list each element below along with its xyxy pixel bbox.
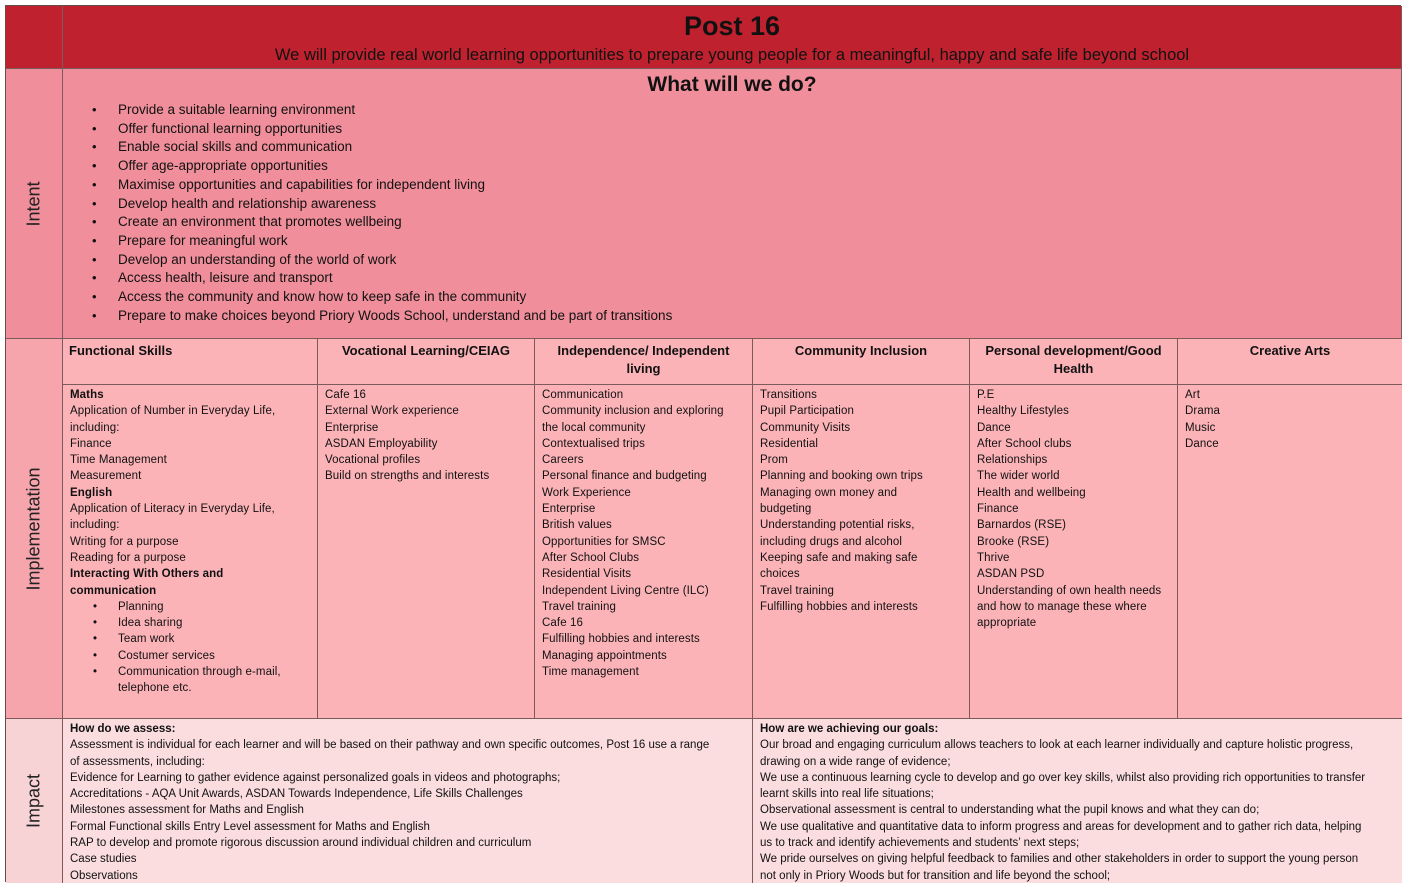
impact-assess-text [63,719,752,883]
list-item: Interacting With Others and [70,568,224,581]
list-item: • Communication through e-mail, [70,664,310,680]
intent-item: • Develop health and relationship awareness [92,195,1401,214]
list-item: Careers [542,454,584,467]
list-item: ASDAN PSD [977,568,1045,581]
intent-item: • Develop an understanding of the world of work [92,251,1401,270]
implementation-column-body [1178,385,1402,719]
list-item: The wider world [977,470,1060,483]
list-item: Transitions [760,389,817,401]
list-item: Health and wellbeing [977,486,1086,499]
intent-item: • Offer functional learning opportunities [92,120,1401,139]
list-item: P.E [977,389,995,401]
impact-goals-heading: How are we achieving our goals: [760,723,939,735]
list-item: • Team work [70,631,310,647]
list-item: Drama [1185,405,1221,418]
list-item: and how to manage these where [977,600,1147,613]
intent-cell [63,69,1402,339]
impact-line: learnt skills into real life situations; [760,788,934,801]
list-item: External Work experience [325,405,459,418]
column-heading: Functional Skills [69,343,173,358]
list-item: Vocational profiles [325,454,421,467]
list-item: Opportunities for SMSC [542,535,666,548]
list-item: Time management [542,666,639,679]
list-item: including: [70,421,120,434]
list-item: Cafe 16 [325,389,366,401]
implementation-column-header [318,339,535,385]
impact-line: Observational assessment is central to understanding what the pupil knows and what they can do; [760,804,1260,817]
intent-item: • Enable social skills and communication [92,138,1401,157]
implementation-column-header [535,339,753,385]
impact-line: Case studies [70,853,137,866]
impact-goals-cell [753,719,1402,883]
impact-line: Assessment is individual for each learner and will be based on their pathway and own specific outcomes, Post 16 use a range [70,739,710,752]
list-item: Independent Living Centre (ILC) [542,584,709,597]
list-item: Planning and booking own trips [760,470,923,483]
impact-line: We use qualitative and quantitative data to inform progress and areas for development and to gather rich data, helping [760,820,1362,833]
list-item: Community Visits [760,421,851,434]
list-item: Finance [70,437,112,450]
list-item: Dance [977,421,1011,434]
list-item: • Idea sharing [70,615,310,631]
impact-line: We pride ourselves on giving helpful feedback to families and other stakeholders in order to support the young person [760,853,1359,866]
impact-line: of assessments, including: [70,755,205,768]
list-item: After School clubs [977,437,1072,450]
list-item: Art [1185,389,1200,401]
impact-line: Our broad and engaging curriculum allows teachers to look at each learner individually and capture holistic progress, [760,739,1354,752]
column-heading: Personal development/Good Health [985,343,1162,376]
impact-line: us to track and identify achievements and students’ next steps; [760,837,1080,850]
list-item: Keeping safe and making safe [760,551,918,564]
implementation-column-header [753,339,970,385]
list-item: choices [760,568,800,581]
impact-line: Milestones assessment for Maths and English [70,804,304,817]
page-subtitle: We will provide real world learning opportunities to prepare young people for a meaningful, happy and safe life beyond school [274,46,1190,64]
implementation-column-header [1178,339,1402,385]
impact-assess-heading: How do we assess: [70,723,176,735]
list-item: Finance [977,503,1019,516]
list-item: Managing appointments [542,649,667,662]
list-item: including: [70,519,120,532]
impact-assess-cell [63,719,753,883]
intent-item: • Provide a suitable learning environment [92,101,1401,120]
impact-line: Accreditations - AQA Unit Awards, ASDAN Towards Independence, Life Skills Challenges [70,788,523,801]
intent-item: • Prepare for meaningful work [92,232,1401,251]
impact-line: Observations [70,869,138,882]
implementation-column-body [970,385,1178,719]
list-item: Dance [1185,437,1219,450]
list-item: Understanding potential risks, [760,519,915,532]
list-item: Brooke (RSE) [977,535,1050,548]
implementation-column-body [535,385,753,719]
impact-label: Impact [23,773,44,829]
impact-line: We use a continuous learning cycle to develop and go over key skills, whilst also providing rich opportunities to transfer [760,771,1366,784]
list-item: Maths [70,389,104,401]
column-heading: Vocational Learning/CEIAG [341,343,511,358]
impact-line: Formal Functional skills Entry Level assessment for Maths and English [70,820,430,833]
list-item: • Planning [70,599,310,615]
list-item: telephone etc. [118,682,192,695]
implementation-column-header [63,339,318,385]
list-item: Music [1185,421,1216,434]
column-heading: Community Inclusion [794,343,928,358]
list-item: Relationships [977,454,1048,467]
list-item: Residential Visits [542,568,632,581]
list-item: Measurement [70,470,142,483]
implementation-column-body [318,385,535,719]
list-item: • Costumer services [70,648,310,664]
implementation-column-body [753,385,970,719]
list-item: the local community [542,421,646,434]
list-item: Managing own money and [760,486,898,499]
column-heading: Creative Arts [1249,343,1331,358]
list-item: Understanding of own health needs [977,584,1162,597]
list-item: Thrive [977,551,1010,564]
intent-item: • Offer age-appropriate opportunities [92,157,1401,176]
list-item: Application of Number in Everyday Life, [70,405,276,418]
impact-side-cell [6,719,63,883]
intent-item: • Access the community and know how to keep safe in the community [92,288,1401,307]
list-item: English [70,486,113,499]
intent-item: • Create an environment that promotes wellbeing [92,213,1401,232]
page-title: Post 16 [683,11,781,41]
list-item: Enterprise [325,421,379,434]
intent-heading: What will we do? [647,73,817,96]
implementation-side-cell [6,339,63,719]
list-item: communication [70,584,157,597]
impact-goals-text [753,719,1402,883]
list-item: Contextualised trips [542,437,645,450]
impact-line: drawing on a wide range of evidence; [760,755,951,768]
list-item: Reading for a purpose [70,551,186,564]
intent-item: • Access health, leisure and transport [92,269,1401,288]
list-item: ASDAN Employability [325,437,438,450]
curriculum-table [5,5,1401,882]
list-item: Cafe 16 [542,617,583,630]
list-item: appropriate [977,617,1037,630]
impact-line: Evidence for Learning to gather evidence against personalized goals in videos and photographs; [70,771,561,784]
list-item: Work Experience [542,486,631,499]
impact-line: RAP to develop and promote rigorous discussion around individual children and curriculum [70,837,532,850]
implementation-label: Implementation [23,466,44,591]
list-item: Residential [760,437,818,450]
list-item: Travel training [760,584,834,597]
list-item: Build on strengths and interests [325,470,490,483]
list-item: Application of Literacy in Everyday Life, [70,503,275,516]
list-item: budgeting [760,503,812,516]
intent-side-cell [6,69,63,339]
list-item: Fulfilling hobbies and interests [760,600,918,613]
list-item: Time Management [70,454,167,467]
implementation-column-header [970,339,1178,385]
list-item: Pupil Participation [760,405,854,418]
header-cell [63,6,1402,69]
header-side-cell [6,6,63,69]
list-item: Prom [760,454,788,467]
list-item: Travel training [542,600,616,613]
intent-item: • Maximise opportunities and capabilities for independent living [92,176,1401,195]
intent-item: • Prepare to make choices beyond Priory Woods School, understand and be part of transitions [92,307,1401,326]
list-item: Writing for a purpose [70,535,179,548]
implementation-column-body [63,385,318,719]
list-item: British values [542,519,612,532]
list-item: Fulfilling hobbies and interests [542,633,700,646]
column-heading: Independence/ Independent living [557,343,730,376]
list-item: Enterprise [542,503,596,516]
list-item: including drugs and alcohol [760,535,903,548]
list-item: Personal finance and budgeting [542,470,707,483]
list-item: Barnardos (RSE) [977,519,1067,532]
list-item: Healthy Lifestyles [977,405,1069,418]
list-item: After School Clubs [542,551,640,564]
intent-list [92,101,1401,325]
intent-label: Intent [23,180,44,227]
impact-line: not only in Priory Woods but for transition and life beyond the school; [760,869,1111,882]
list-item: Community inclusion and exploring [542,405,724,418]
list-item: Communication [542,389,624,401]
